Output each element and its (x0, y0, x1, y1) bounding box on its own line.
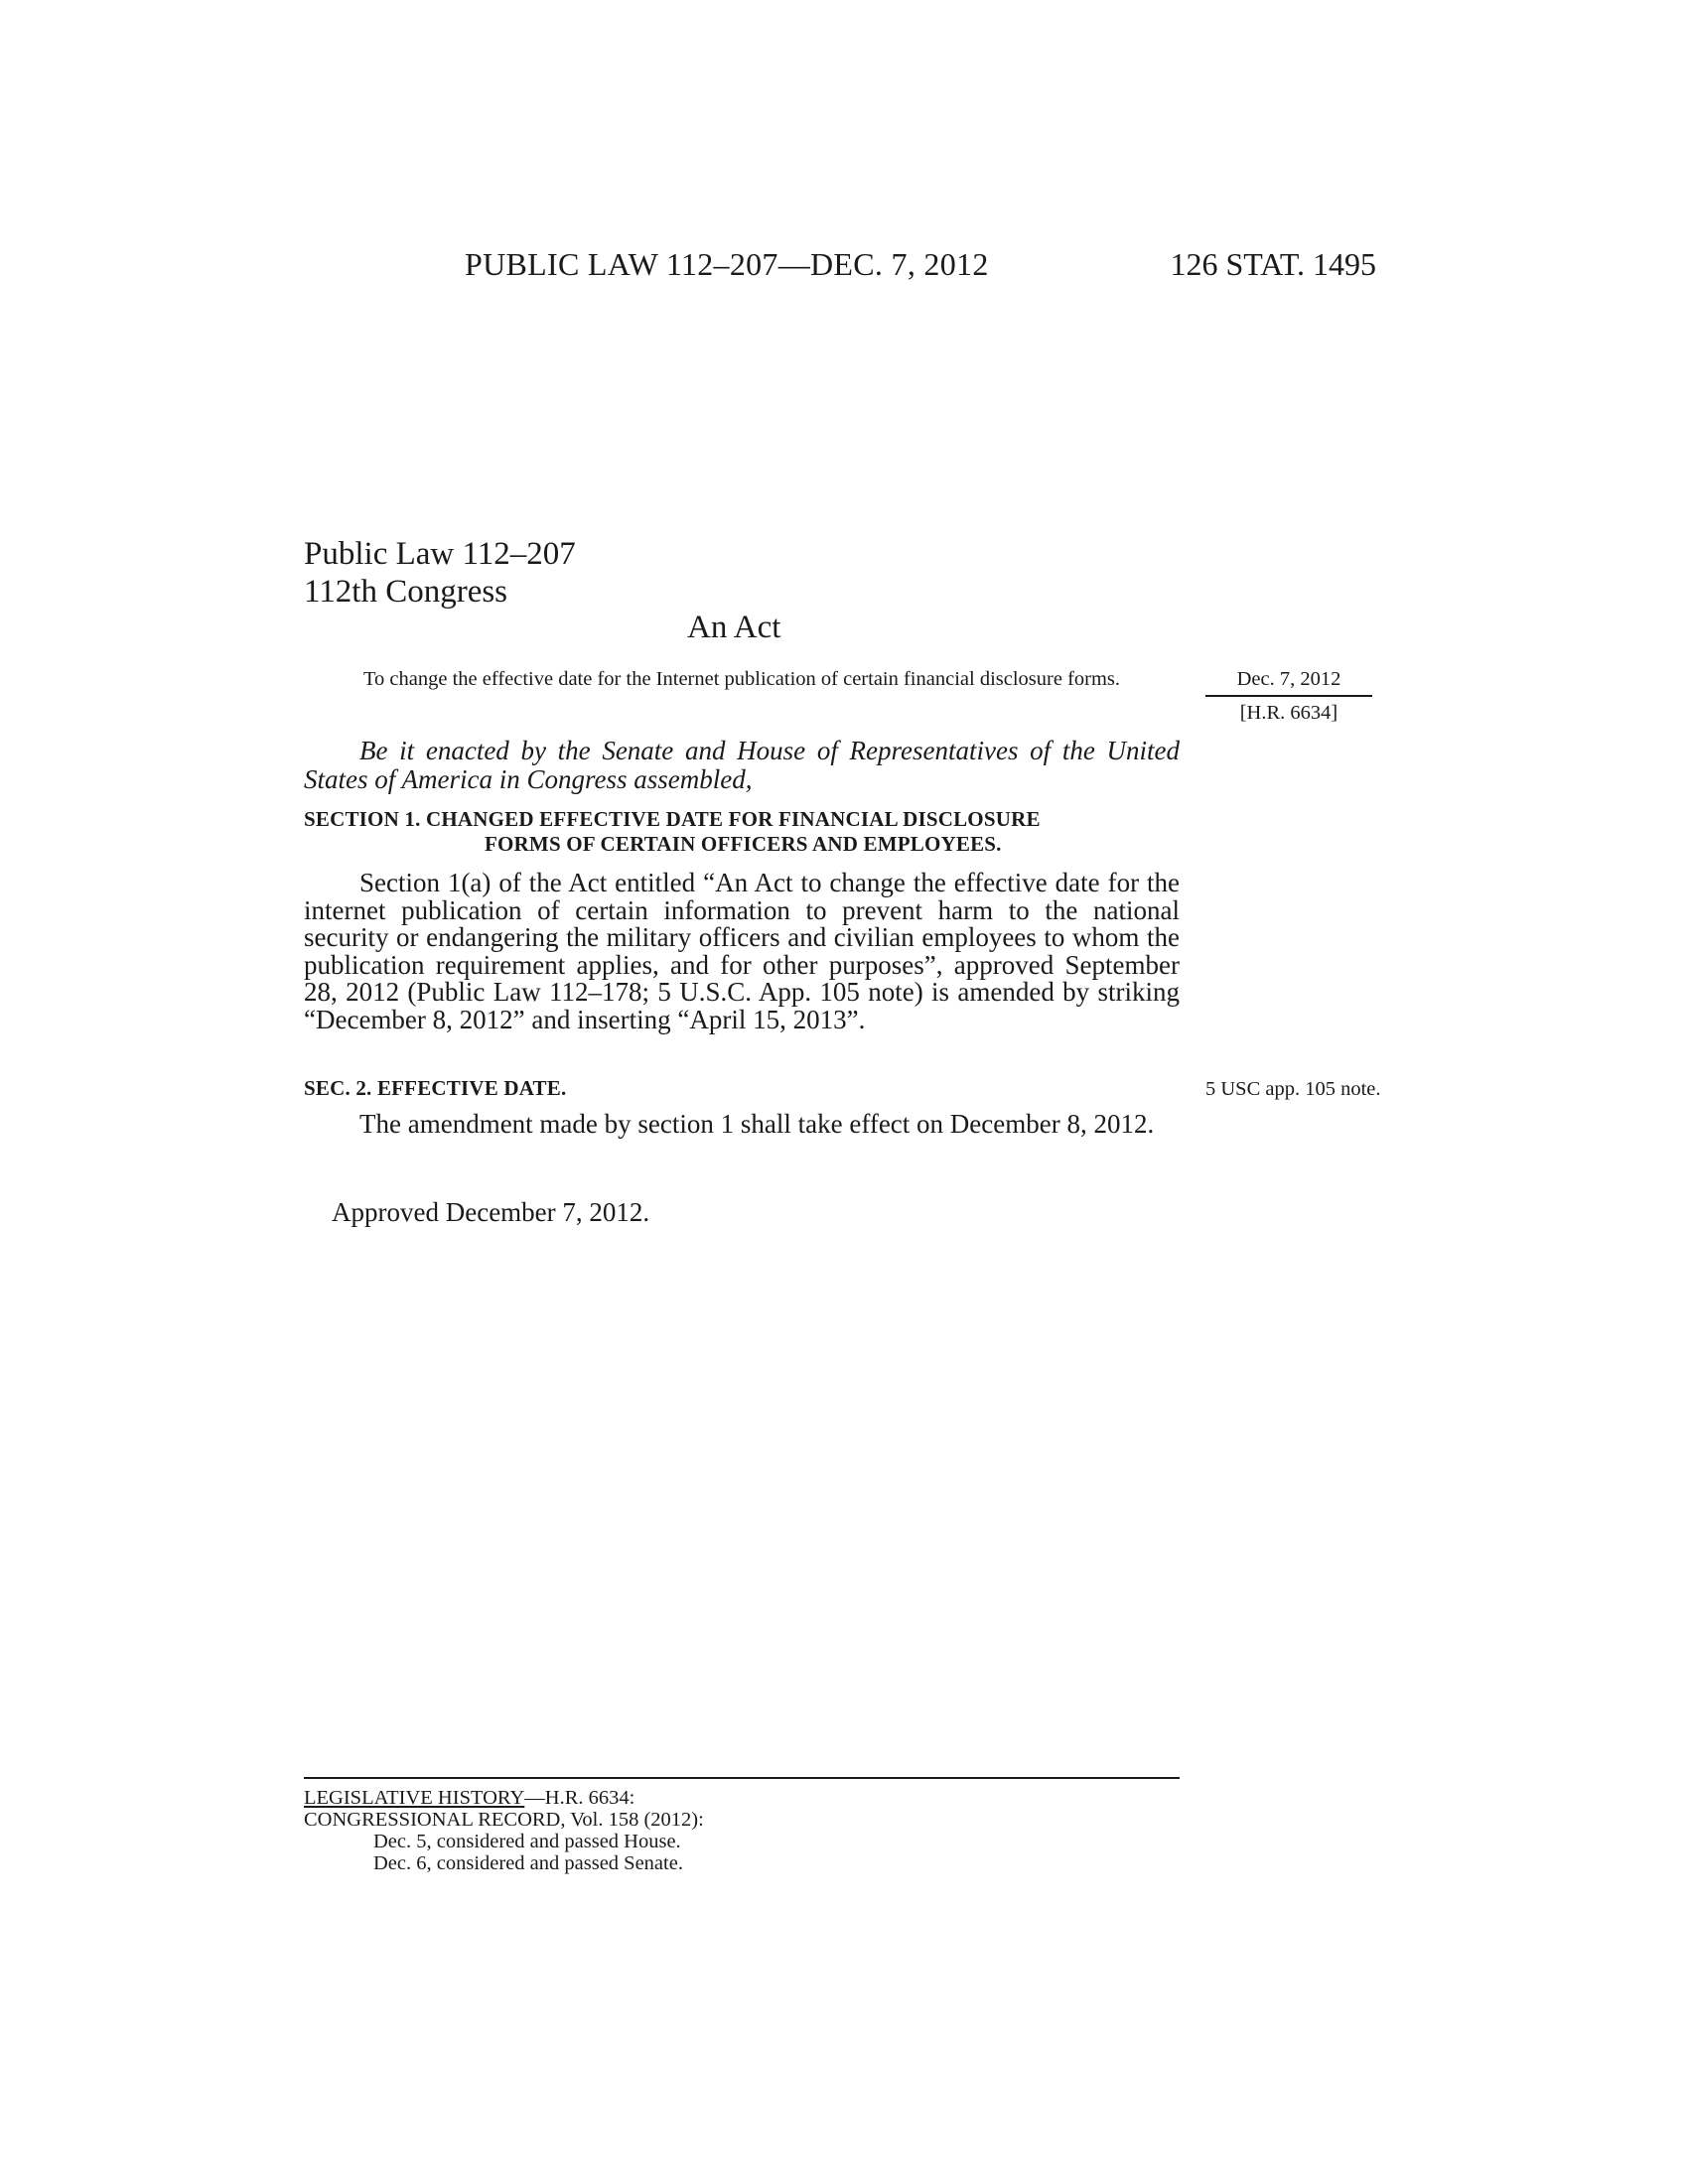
congressional-record: CONGRESSIONAL RECORD, Vol. 158 (2012): (304, 1809, 704, 1831)
act-purpose: To change the effective date for the Internet publication of certain financial disclosure forms. (362, 668, 1121, 690)
section-1-heading (304, 807, 1180, 857)
section-2-text: The amendment made by section 1 shall take effect on December 8, 2012. (359, 1109, 1155, 1139)
approval-date: Approved December 7, 2012. (332, 1197, 650, 1227)
statute-page-number: 126 STAT. 1495 (1170, 246, 1376, 282)
margin-bill-number: [H.R. 6634] (1239, 702, 1338, 724)
public-law-title: Public Law 112–207 (304, 536, 576, 572)
margin-usc-note: 5 USC app. 105 note. (1205, 1078, 1381, 1100)
legislative-history (304, 1787, 704, 1874)
section-1-heading-line2: FORMS OF CERTAIN OFFICERS AND EMPLOYEES. (485, 832, 1002, 856)
legislative-history-rule (304, 1777, 1180, 1779)
legislative-history-bill: —H.R. 6634: (524, 1787, 635, 1809)
section-1-heading-line1: SECTION 1. CHANGED EFFECTIVE DATE FOR FINANCIAL DISCLOSURE (304, 807, 1041, 831)
history-entry: Dec. 6, considered and passed Senate. (373, 1852, 683, 1874)
running-head: PUBLIC LAW 112–207—DEC. 7, 2012 (465, 246, 989, 282)
legislative-history-label: LEGISLATIVE HISTORY (304, 1787, 525, 1809)
section-1-text: Section 1(a) of the Act entitled “An Act to change the effective date for the internet publication of certain information to prevent harm to the national security or endangering the military officers and civilian employees to whom the publication requirement applies, and for other purposes”, approved September 28, 2012 (Public Law 112–178; 5 U.S.C. App. 105 note) is amended by striking “December 8, 2012” and inserting “April 15, 2013”. (304, 868, 1180, 1034)
history-entry: Dec. 5, considered and passed House. (373, 1831, 681, 1852)
section-2-heading: SEC. 2. EFFECTIVE DATE. (304, 1076, 567, 1100)
enacting-clause: Be it enacted by the Senate and House of Representatives of the United States of America in Congress assembled, (304, 736, 1180, 794)
margin-date: Dec. 7, 2012 (1205, 667, 1372, 697)
act-label: An Act (687, 610, 781, 645)
congress-label: 112th Congress (304, 574, 508, 610)
